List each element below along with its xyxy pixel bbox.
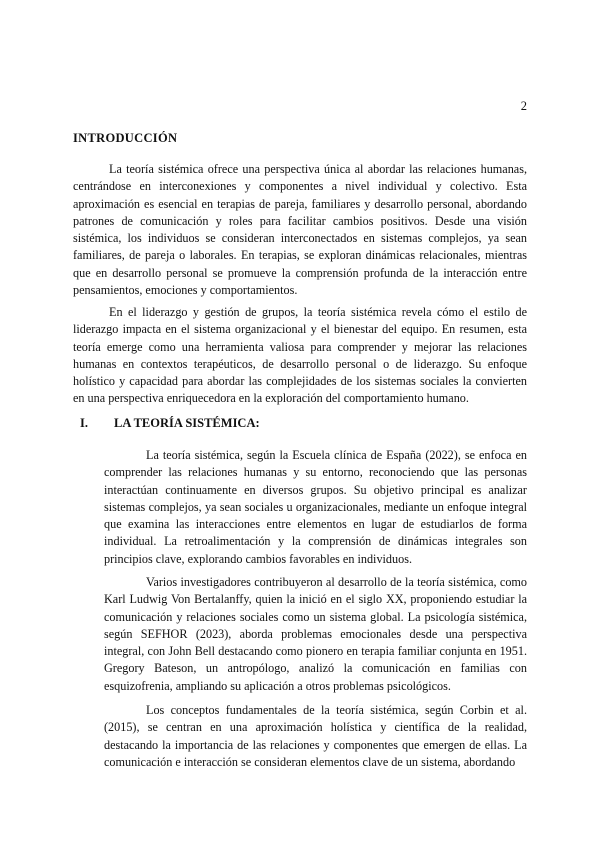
section-number: I. <box>80 416 88 430</box>
section-heading <box>80 415 260 431</box>
introduction-paragraph-1: La teoría sistémica ofrece una perspectiva única al abordar las relaciones humanas, centrándose en interconexiones y componentes a nivel individual y colectivo. Esta aproximación es esencial en terapias de pareja, familiares y desarrollo personal, abordando patrones de comunicación y roles para facilitar cambios positivos. Desde una visión sistémica, los individuos se consideran interconectados en sistemas complejos, ya sean familiares, de pareja o laborales. En terapias, se exploran dinámicas relacionales, mientras que en desarrollo personal se promueve la comprensión profunda de la interacción entre pensamientos, emociones y comportamientos. <box>73 162 527 298</box>
section-paragraph-2: Varios investigadores contribuyeron al desarrollo de la teoría sistémica, como Karl Ludwig Von Bertalanffy, quien la inició en el siglo XX, proponiendo estudiar la comunicación y relaciones sociales como un sistema global. La psicología sistémica, según SEFHOR (2023), aborda problemas emocionales desde una perspectiva integral, con John Bell destacando como pionero en terapia familiar conjunta en 1951. Gregory Bateson, un antropólogo, analizó la comunicación en familias con esquizofrenia, ampliando su aplicación a otros problemas psicológicos. <box>104 575 527 693</box>
section-title: LA TEORÍA SISTÉMICA: <box>114 416 260 430</box>
page-number: 2 <box>520 99 527 113</box>
section-paragraph-3: Los conceptos fundamentales de la teoría sistémica, según Corbin et al. (2015), se centran en una aproximación holística y científica de la realidad, destacando la importancia de las relaciones y componentes que emergen de ellas. La comunicación e interacción se consideran elementos clave de un sistema, abordando <box>104 703 527 769</box>
section-paragraph-1: La teoría sistémica, según la Escuela clínica de España (2022), se enfoca en comprender las relaciones humanas y su entorno, reconociendo que las personas interactúan continuamente en diversos grupos. Su objetivo principal es analizar sistemas complejos, ya sean sociales u organizacionales, mediante un enfoque integral que examina las interacciones entre elementos en lugar de estudiarlos de forma individual. La retroalimentación y la comprensión de dinámicas integrales son principios clave, explorando cambios favorables en individuos. <box>104 448 527 566</box>
introduction-paragraph-2: En el liderazgo y gestión de grupos, la teoría sistémica revela cómo el estilo de liderazgo impacta en el sistema organizacional y el bienestar del equipo. En resumen, esta teoría emerge como una herramienta valiosa para comprender y mejorar las relaciones humanas en contextos terapéuticos, de desarrollo personal o de liderazgo. Su enfoque holístico y capacidad para abordar las complejidades de los sistemas sociales la convierten en una perspectiva enriquecedora en la exploración del comportamiento humano. <box>73 305 527 406</box>
introduction-heading: INTRODUCCIÓN <box>73 131 178 145</box>
